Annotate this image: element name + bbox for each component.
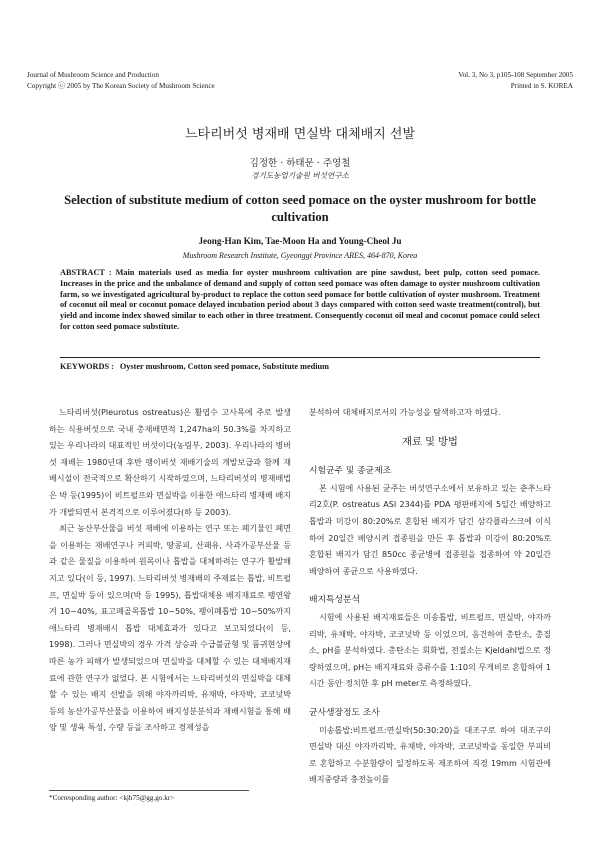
volume-info: Vol. 3, No 3, p105-108 September 2005: [458, 71, 573, 79]
affiliation-english: Mushroom Research Institute, Gyeonggi Province ARES, 464-870, Korea: [182, 251, 418, 260]
subsection-heading-medium: 배지특성분석: [309, 595, 360, 606]
strain-paragraph: 본 시험에 사용된 균주는 버섯연구소에서 보유하고 있는 춘추느타리2호(P. ostreatus ASI 2344)를 PDA 평판배지에 5일간 배양하고 톱밥과 미강이 80:20%로 혼합된 배지가 담긴 삼각플라스크에 이식하여 20일간 배양시켜 접종원을 만든 후 톱밥과 미강이 80:20%로 혼합된 배지가 담긴 850cc 종균병에 접종원을 접종하여 약 20일간 배양하여 종균으로 사용하였다.: [309, 483, 551, 576]
keywords: [60, 362, 540, 371]
growth-paragraph: 미송톱밥:비트펄프:면실박(50:30:20)을 대조구로 하여 대조구의 면실박 대신 야자까리박, 유채박, 야자박, 코코넛박을 동일한 부피비로 혼합하고 수분함량이 일정하도록 제조하여 직경 19mm 시험관에 배지중량과 충전높이를: [309, 725, 551, 785]
authors-english: Jeong-Han Kim, Tae-Moon Ha and Young-Cheol Ju: [198, 236, 402, 246]
authors-korean: 김정한 · 하태문 · 주영철: [249, 158, 351, 169]
printed-in: Printed in S. KOREA: [510, 82, 573, 90]
keywords-label: KEYWORDS :: [60, 362, 114, 371]
journal-header-left: [27, 70, 215, 92]
body-column-right: [309, 405, 551, 789]
intro-paragraph-1: 느타리버섯(Pleurotus ostreatus)은 활엽수 고사목에 주로 발생하는 식용버섯으로 국내 총재배면적 1,247ha의 50.3%를 차지하고 있는 우리나라의 대표적인 버섯이다(농림부, 2003). 우리나라의 병버섯 재배는 1980년대 후반 팽이버섯 재배기술의 개발보급과 함께 재배시설이 전국적으로 확산하기 시작하였으며, 느타리버섯의 병재배법은 박 등(1995)이 비트펄프와 면실박을 이용한 애느타리 병재배 배지가 개발되면서 본격적으로 이루어졌다(하 등 2003).: [49, 408, 291, 517]
title-english: Selection of substitute medium of cotton seed pomace on the oyster mushroom for bottle cultivation: [64, 193, 536, 224]
keywords-divider: [60, 357, 540, 358]
affiliation-korean: 경기도농업기술원 버섯연구소: [251, 171, 349, 180]
medium-paragraph: 시험에 사용된 배지재료들은 미송톱밥, 비트펄프, 면실박, 야자까리박, 유채박, 야자박, 코코넛박 등 이었으며, 음건하여 총탄소, 총질소, pH를 분석하였다. 총탄소는 회화법, 전질소는 Kjeldahl법으로 정량하였으며, pH는 배지재료와 증류수를 1:10의 무게비로 혼합하여 1시간 동안 정치한 후 pH meter로 측정하였다.: [309, 612, 551, 689]
keywords-text: Oyster mushroom, Cotton seed pomace, Substitute medium: [119, 362, 330, 371]
corresponding-author-footnote: *Corresponding author: <kjh75@gg.go.kr>: [49, 794, 175, 802]
intro-paragraph-2: 최근 농산부산물을 버섯 재배에 이용하는 연구 또는 폐기물인 폐면을 이용하는 재배연구나 커피박, 땅콩피, 산패유, 사과가공부산물 등과 같은 물질을 이용하여 원목이나 톱밥을 대체하려는 연구가 활발해지고 있다(이 등, 1997). 느타리버섯 병재배의 주재료는 톱밥, 비트펄프, 면실박 등이 있으며(박 등 1995), 톱밥대체용 배지재료로 팽연왕겨 10~40%, 표고폐골목톱밥 10~50%, 팽이폐톱밥 10~50%까지 애느타리 병재배시 톱밥 대체효과가 있다고 보고되었다(이 등, 1998). 그러나 면실박의 경우 가격 상승과 수급불균형 및 품귀현상에 따른 농가 피해가 발생되었으며 면실박을 대체할 수 있는 대체배지재료에 관한 연구가 없었다. 본 시험에서는 느타리버섯의 면실박을 대체할 수 있는 배지 선발을 위해 야자까리박, 유채박, 야자박, 코코넛박 등의 농산가공부산물을 이용하여 배지성분분석과 재배시험을 통해 배양 및 생육 특성, 수량 등을 조사하고 경제성을: [49, 524, 291, 733]
body-column-left: [49, 405, 291, 737]
section-heading-methods: 재료 및 방법: [402, 436, 458, 448]
abstract: [60, 268, 540, 333]
abstract-text: Main materials used as media for oyster mushroom cultivation are pine sawdust, beet pulp, cotton seed pomace. Increases in the price and the unbalance of demand and supply of cotton seed pomace was often damage to oyster mushroom cultivation farm, so we investigated agricultural by-product to replace the cotton seed pomace for bottle cultivation of oyster mushroom. Treatment of coconut oil meal or coconut pomace delayed incubation period about 3 days compared with cotton seed waste treatment(control), but yield and income index showed similar to each other in three treatment. Consequently coconut oil meal and coconut pomace could select for cotton seed pomace substitute.: [60, 268, 540, 331]
journal-header-right: [458, 70, 573, 92]
subsection-heading-growth: 균사생장정도 조사: [309, 707, 380, 718]
abstract-label: ABSTRACT :: [60, 268, 112, 277]
subsection-heading-strain: 시험균주 및 종균제조: [309, 466, 392, 477]
intro-paragraph-end: 분석하여 대체배지로서의 가능성을 탐색하고자 하였다.: [309, 408, 501, 417]
copyright-line: Copyright ⓒ 2005 by The Korean Society of Mushroom Science: [27, 82, 215, 90]
footnote-divider: [49, 790, 249, 791]
journal-name: Journal of Mushroom Science and Production: [27, 71, 159, 79]
title-korean: 느타리버섯 병재배 면실박 대체배지 선발: [184, 127, 415, 142]
